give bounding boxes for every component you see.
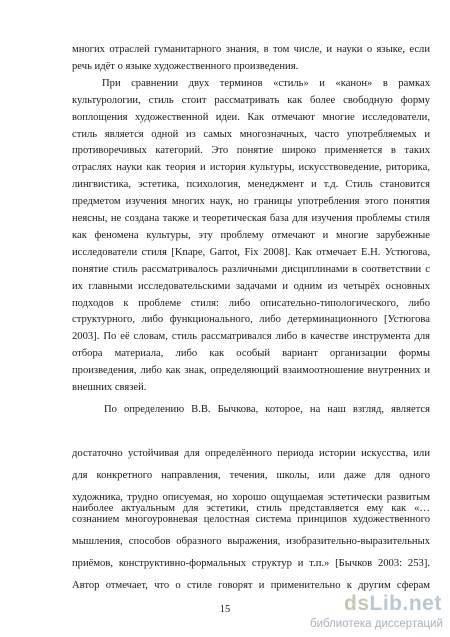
text-line: их главными исследовательскими задачами и одним из четырёх основных [72,281,430,292]
text-line: неясны, не создана также и теоретическая база для изучения проблемы стиля [72,213,430,224]
text-line: приёмов, конструктивно-формальных структур и т.п.» [Бычков 2003: 253]. [72,558,430,569]
watermark-logo-rest: Lib.net [369,592,442,615]
text-line: противоречивых категорий. Это понятие широко применяется в таких [72,145,430,156]
text-line: внешних связей. [72,382,147,393]
text-line: подходов к проблеме стиля: либо описательно-типологического, либо [72,298,430,309]
text-line: наиболее актуальным для эстетики, стиль представляется ему как «… [72,503,430,514]
text-line: для конкретного направления, течения, школы, или даже для одного [72,470,430,481]
text-line: При сравнении двух терминов «стиль» и «канон» в рамках [102,78,430,89]
text-line: воплощения художественной идеи. Как отмечают многие исследователи, [72,112,430,123]
text-line: структурного, либо функционального, либо детерминационного [Устюгова [72,314,430,325]
text-line: исследователи стиля [Knape, Garrot, Fix 2008]. Как отмечает Е.Н. Устюгова, [72,247,430,258]
text-line: понятие стиль рассматривалось различными дисциплинами в соответствии с [72,264,430,275]
watermark [300,592,450,637]
text-line: сознанием многоуровневая целостная система принципов художественного [72,514,430,525]
text-line: лингвистика, эстетика, психология, менеджмент и т.д. Стиль становится [72,179,430,190]
watermark-logo-ds: ds [344,592,370,615]
text-line: речь идёт о языке художественного произведения. [72,61,299,72]
text-line: как феномена культуры, эту проблему отмечают и многие зарубежные [72,230,430,241]
text-line: многих отраслей гуманитарного знания, в том числе, и науки о языке, если [72,44,430,55]
watermark-subtitle: библиотека диссертаций [310,618,443,630]
watermark-logo [344,592,442,616]
text-line: стиль является одной из самых многозначных, часто употребляемых и [72,129,430,140]
text-line: достаточно устойчивая для определённого периода истории искусства, или [72,448,430,459]
page-number: 15 [219,604,231,615]
text-line: отраслях науки как теория и история культуры, искусствоведение, риторика, [72,162,430,173]
text-line: художника, трудно описуемая, но хорошо ощущаемая эстетически развитым [72,492,430,503]
text-line: произведения, либо как знак, определяющий взаимоотношение внутренних и [72,365,430,376]
text-line: Автор отмечает, что о стиле говорят и применительно к другим сферам [72,580,430,591]
text-line: мышления, способов образного выражения, изобразительно-выразительных [72,536,430,547]
text-line: предметом изучения многих наук, но границы употребления этого понятия [72,196,430,207]
text-line: отбора материала, либо как особый вариант организации формы [72,348,430,359]
text-line: 2003]. По её словам, стиль рассматривался либо в качестве инструмента для [72,331,430,342]
text-line: культурологии, стиль стоит рассматривать как более свободную форму [72,95,430,106]
text-line: По определению В.В. Бычкова, которое, на наш взгляд, является [104,404,430,415]
